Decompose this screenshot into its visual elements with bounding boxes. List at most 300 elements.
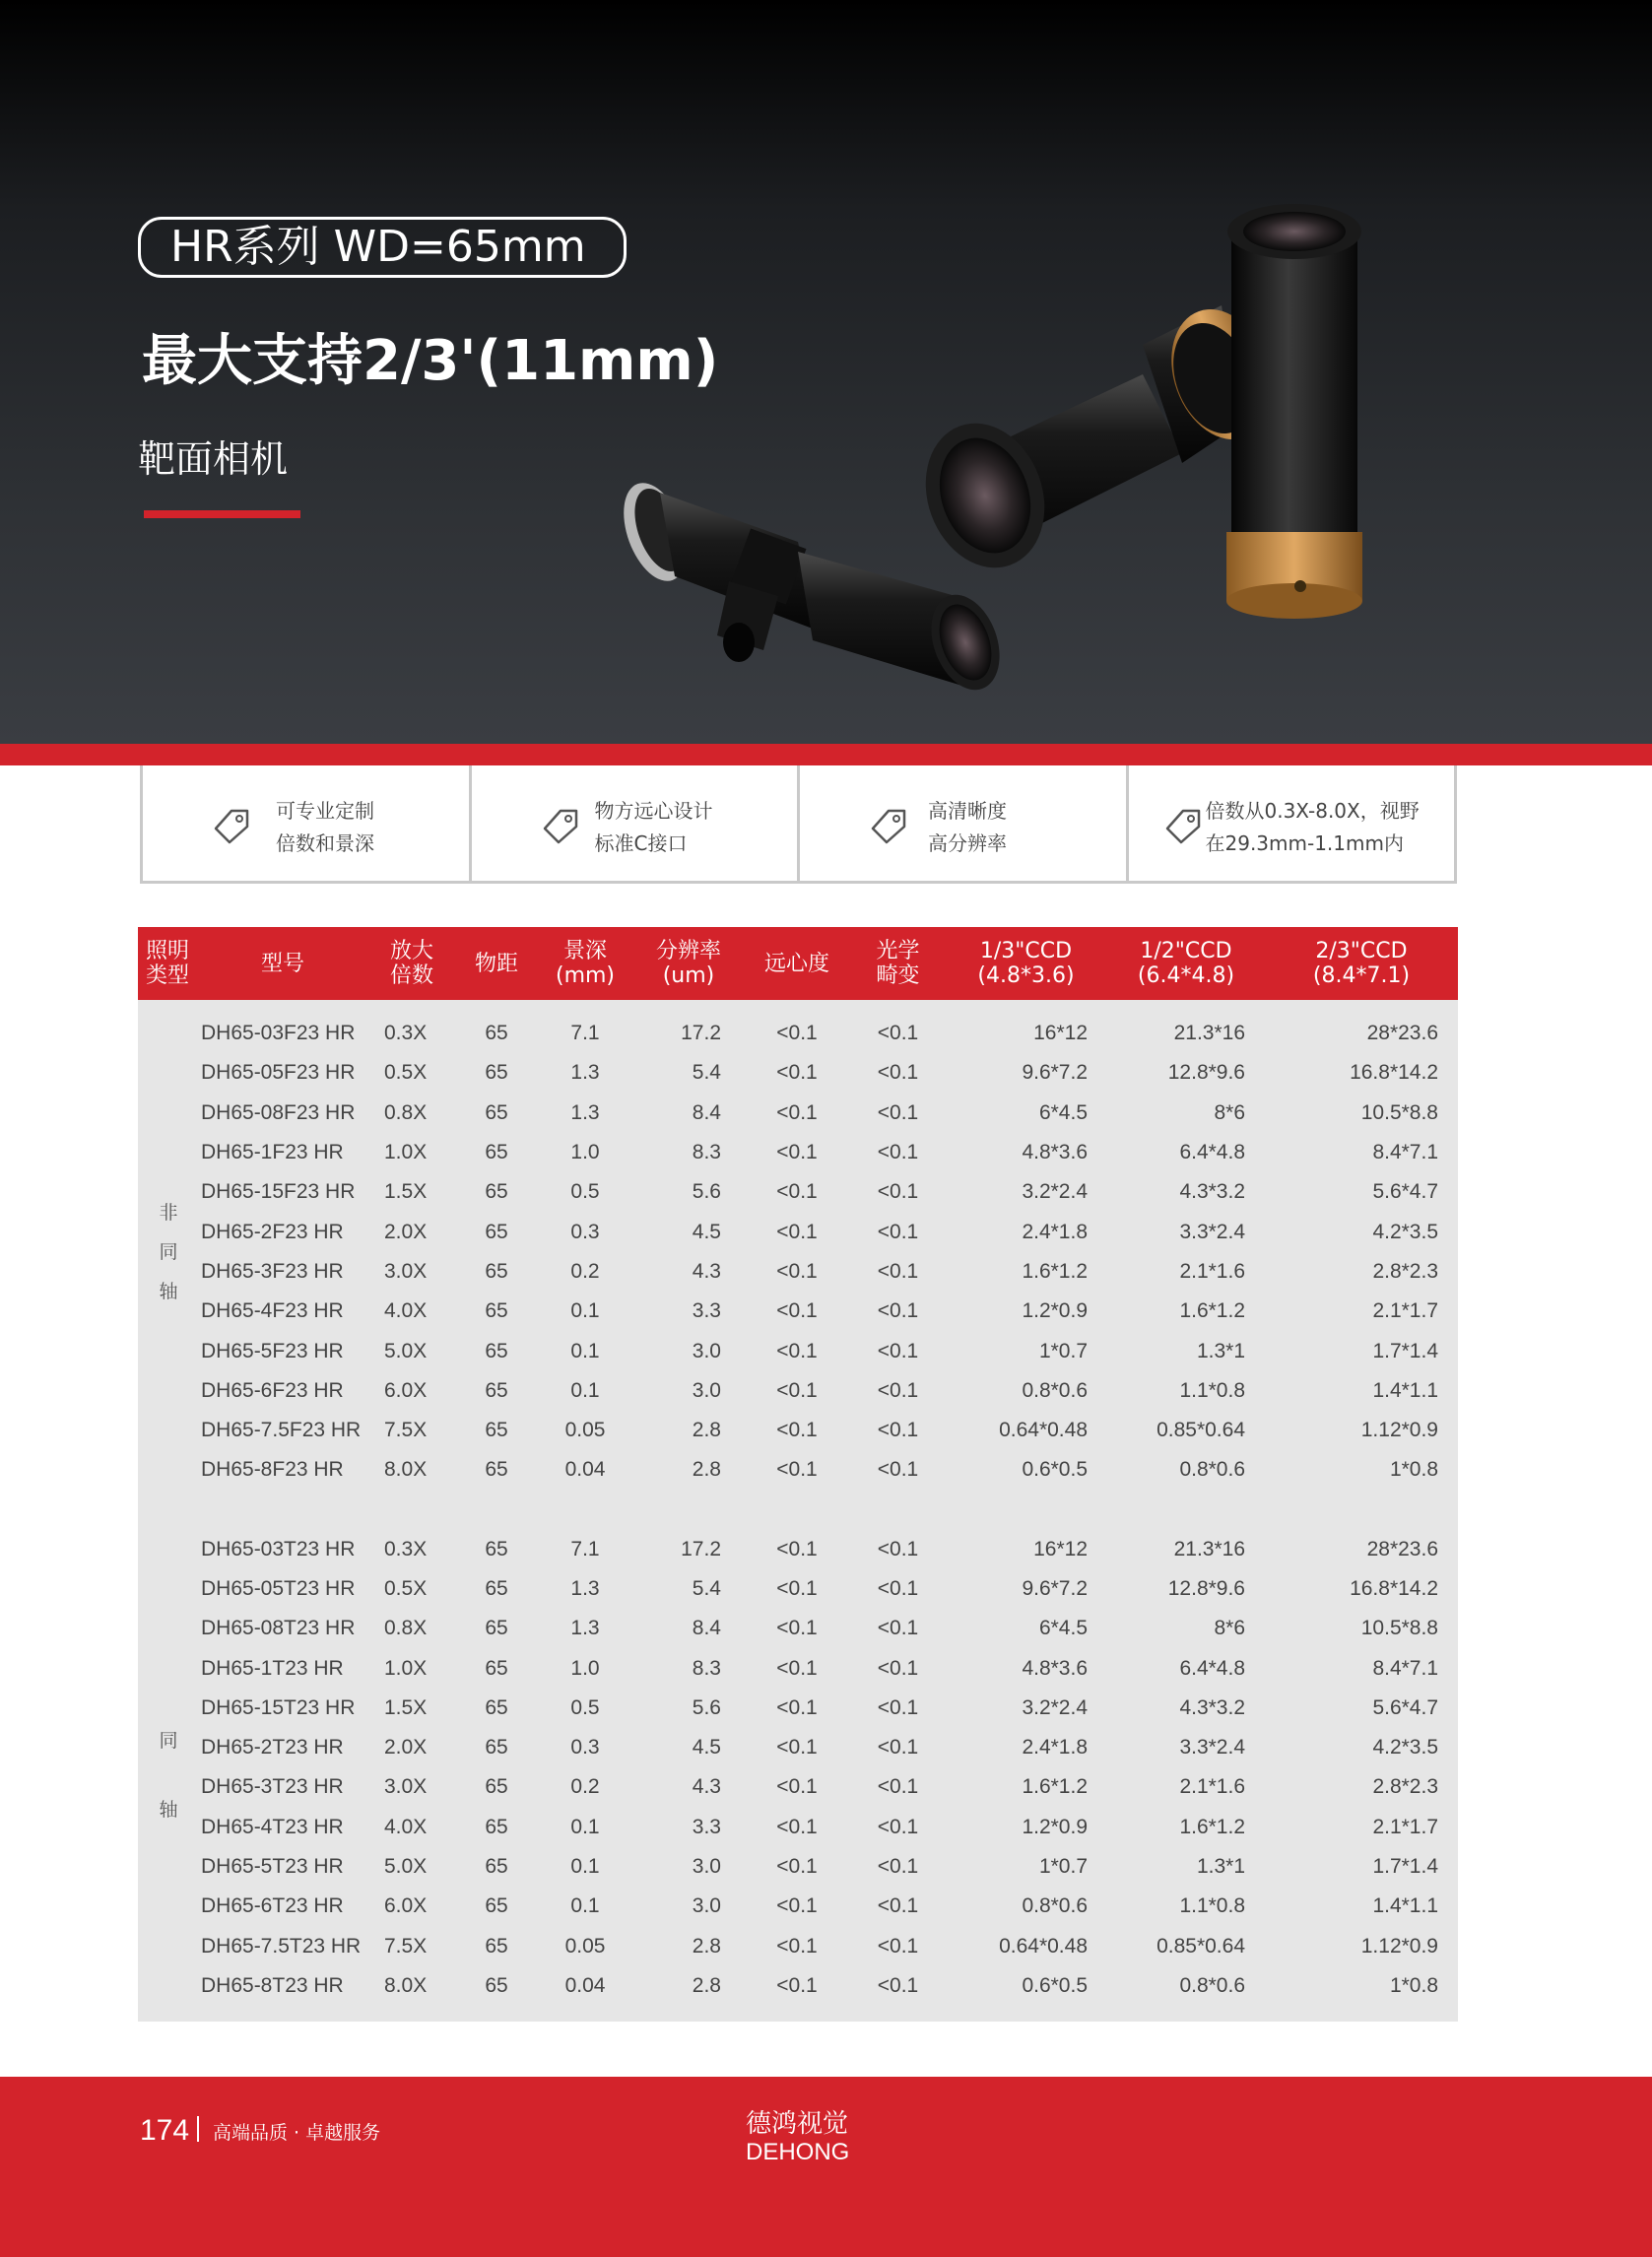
spec-table-container xyxy=(138,927,1458,2022)
feature-card xyxy=(1126,765,1458,881)
spec-cell: 65 xyxy=(485,1180,508,1204)
spec-cell: <0.1 xyxy=(776,1180,818,1204)
spec-cell: 2.1*1.7 xyxy=(1372,1815,1438,1838)
table-row xyxy=(138,1212,1458,1251)
spec-cell: <0.1 xyxy=(877,1577,919,1600)
spec-cell: 8.0X xyxy=(384,1973,428,1997)
model-cell: DH65-2F23 HR xyxy=(201,1220,344,1243)
spec-cell: 0.1 xyxy=(570,1339,600,1362)
table-row xyxy=(138,1847,1458,1887)
illumination-type-cell xyxy=(138,1530,199,2023)
spec-cell: 65 xyxy=(485,1141,508,1164)
spec-cell: 0.8X xyxy=(384,1617,428,1640)
spec-cell: 5.6 xyxy=(692,1695,721,1719)
spec-cell: <0.1 xyxy=(776,1378,818,1402)
header-line: 1/2"CCD xyxy=(1140,939,1232,963)
spec-cell: 4.0X xyxy=(384,1299,428,1323)
spec-cell: 28*23.6 xyxy=(1366,1537,1438,1560)
spec-cell: 65 xyxy=(485,1934,508,1958)
spec-cell: 65 xyxy=(485,1419,508,1442)
spec-cell: 1.0X xyxy=(384,1141,428,1164)
spec-cell: <0.1 xyxy=(877,1259,919,1283)
feature-line2: 标准C接口 xyxy=(594,831,688,855)
spec-cell: <0.1 xyxy=(877,1061,919,1085)
spec-cell: 1*0.8 xyxy=(1389,1973,1438,1997)
table-row xyxy=(138,1648,1458,1688)
header-line: (8.4*7.1) xyxy=(1312,963,1411,988)
model-cell: DH65-15F23 HR xyxy=(201,1180,356,1204)
spec-cell: 0.05 xyxy=(564,1934,606,1958)
spec-cell: 1.12*0.9 xyxy=(1360,1419,1438,1442)
spec-cell: 5.4 xyxy=(692,1061,721,1085)
spec-cell: 0.3X xyxy=(384,1537,428,1560)
spec-cell: 10.5*8.8 xyxy=(1360,1617,1438,1640)
spec-cell: <0.1 xyxy=(877,1894,919,1918)
header-line: 畸变 xyxy=(876,963,920,988)
spec-cell: 65 xyxy=(485,1022,508,1045)
tag-icon xyxy=(541,807,580,846)
spec-cell: 0.3 xyxy=(570,1736,600,1759)
table-row xyxy=(138,1331,1458,1370)
spec-cell: 0.2 xyxy=(570,1259,600,1283)
spec-cell: 8.3 xyxy=(692,1656,721,1680)
spec-cell: <0.1 xyxy=(877,1339,919,1362)
table-row xyxy=(138,1292,1458,1331)
spec-cell: <0.1 xyxy=(877,1973,919,1997)
spec-cell: 65 xyxy=(485,1815,508,1838)
model-cell: DH65-03T23 HR xyxy=(201,1537,356,1560)
spec-cell: 3.0 xyxy=(692,1855,721,1879)
spec-cell: 1.6*1.2 xyxy=(1179,1815,1245,1838)
spec-cell: <0.1 xyxy=(877,1180,919,1204)
illumination-type-cell xyxy=(138,1014,199,1491)
header-line: 2/3"CCD xyxy=(1315,939,1408,963)
lens-product-image xyxy=(591,197,1399,729)
spec-cell: <0.1 xyxy=(877,1141,919,1164)
spec-cell: 3.0X xyxy=(384,1259,428,1283)
spec-cell: 0.2 xyxy=(570,1775,600,1799)
tag-icon xyxy=(869,807,908,846)
spec-cell: 4.2*3.5 xyxy=(1372,1736,1438,1759)
spec-cell: 65 xyxy=(485,1100,508,1124)
model-cell: DH65-6F23 HR xyxy=(201,1378,344,1402)
model-cell: DH65-7.5F23 HR xyxy=(201,1419,362,1442)
spec-cell: 2.1*1.6 xyxy=(1179,1259,1245,1283)
tag-icon xyxy=(212,807,251,846)
spec-cell: 5.0X xyxy=(384,1855,428,1879)
spec-cell: 4.0X xyxy=(384,1815,428,1838)
model-cell: DH65-4T23 HR xyxy=(201,1815,344,1838)
feature-line1: 高清晰度 xyxy=(928,799,1007,823)
spec-cell: <0.1 xyxy=(877,1419,919,1442)
spec-cell: <0.1 xyxy=(776,1537,818,1560)
spec-cell: <0.1 xyxy=(776,1061,818,1085)
spec-cell: 2.8 xyxy=(692,1934,721,1958)
spec-cell: 3.3*2.4 xyxy=(1179,1220,1245,1243)
model-cell: DH65-5T23 HR xyxy=(201,1855,344,1879)
model-cell: DH65-7.5T23 HR xyxy=(201,1934,362,1958)
spec-cell: 1.3*1 xyxy=(1196,1339,1245,1362)
spec-cell: 5.6*4.7 xyxy=(1372,1695,1438,1719)
spec-cell: 1.0 xyxy=(570,1656,600,1680)
spec-cell: 6*4.5 xyxy=(1038,1100,1088,1124)
spec-cell: 12.8*9.6 xyxy=(1167,1061,1245,1085)
spec-cell: 4.3 xyxy=(692,1775,721,1799)
spec-cell: 12.8*9.6 xyxy=(1167,1577,1245,1600)
column-header xyxy=(199,927,366,1000)
page-number: 174 xyxy=(140,2114,190,2147)
spec-cell: 65 xyxy=(485,1894,508,1918)
spec-cell: 65 xyxy=(485,1458,508,1482)
spec-cell: <0.1 xyxy=(877,1815,919,1838)
model-cell: DH65-1F23 HR xyxy=(201,1141,344,1164)
column-header xyxy=(138,927,199,1000)
spec-cell: 2.4*1.8 xyxy=(1022,1220,1088,1243)
spec-cell: 1*0.7 xyxy=(1038,1339,1088,1362)
spec-cell: <0.1 xyxy=(776,1259,818,1283)
header-line: 物距 xyxy=(474,951,518,976)
spec-cell: 6.4*4.8 xyxy=(1179,1141,1245,1164)
table-row xyxy=(138,1450,1458,1490)
column-header xyxy=(1265,927,1458,1000)
table-row xyxy=(138,1887,1458,1926)
spec-cell: <0.1 xyxy=(877,1617,919,1640)
table-row xyxy=(138,1094,1458,1133)
header-line: 放大 xyxy=(389,939,433,963)
model-cell: DH65-03F23 HR xyxy=(201,1022,356,1045)
spec-cell: 7.5X xyxy=(384,1419,428,1442)
table-row xyxy=(138,1371,1458,1411)
spec-cell: 65 xyxy=(485,1855,508,1879)
accent-band xyxy=(0,744,1652,765)
header-line: 照明 xyxy=(146,939,190,963)
spec-cell: <0.1 xyxy=(776,1339,818,1362)
feature-strip xyxy=(140,765,1457,884)
header-line: 光学 xyxy=(876,939,920,963)
spec-cell: 16*12 xyxy=(1033,1537,1088,1560)
column-header xyxy=(851,927,945,1000)
spec-cell: 65 xyxy=(485,1299,508,1323)
table-header xyxy=(138,927,1458,1000)
spec-cell: 7.1 xyxy=(570,1022,600,1045)
spec-cell: 65 xyxy=(485,1220,508,1243)
table-row xyxy=(138,1927,1458,1966)
spec-cell: 2.8*2.3 xyxy=(1372,1775,1438,1799)
spec-cell: <0.1 xyxy=(877,1537,919,1560)
table-row xyxy=(138,1053,1458,1093)
feature-line1: 倍数从0.3X-8.0X，视野 xyxy=(1205,799,1420,823)
spec-cell: 0.5 xyxy=(570,1180,600,1204)
model-cell: DH65-8F23 HR xyxy=(201,1458,344,1482)
spec-cell: 6.4*4.8 xyxy=(1179,1656,1245,1680)
table-row xyxy=(138,1609,1458,1648)
spec-cell: 8.3 xyxy=(692,1141,721,1164)
spec-cell: 1.4*1.1 xyxy=(1372,1378,1438,1402)
spec-cell: 4.5 xyxy=(692,1736,721,1759)
spec-cell: 1.0 xyxy=(570,1141,600,1164)
spec-cell: <0.1 xyxy=(877,1736,919,1759)
spec-cell: 65 xyxy=(485,1775,508,1799)
spec-cell: 65 xyxy=(485,1973,508,1997)
spec-cell: 4.3 xyxy=(692,1259,721,1283)
spec-cell: 6.0X xyxy=(384,1894,428,1918)
spec-cell: 21.3*16 xyxy=(1173,1022,1245,1045)
spec-cell: 0.85*0.64 xyxy=(1156,1419,1245,1442)
spec-cell: 2.8 xyxy=(692,1419,721,1442)
column-header xyxy=(536,927,634,1000)
spec-cell: 0.3X xyxy=(384,1022,428,1045)
spec-cell: 5.6 xyxy=(692,1180,721,1204)
spec-cell: 7.5X xyxy=(384,1934,428,1958)
model-cell: DH65-2T23 HR xyxy=(201,1736,344,1759)
spec-cell: <0.1 xyxy=(776,1617,818,1640)
spec-cell: 4.8*3.6 xyxy=(1022,1141,1088,1164)
spec-cell: 1.7*1.4 xyxy=(1372,1855,1438,1879)
spec-cell: 65 xyxy=(485,1339,508,1362)
model-cell: DH65-08T23 HR xyxy=(201,1617,356,1640)
spec-cell: <0.1 xyxy=(776,1775,818,1799)
spec-cell: 65 xyxy=(485,1259,508,1283)
spec-cell: 0.5 xyxy=(570,1695,600,1719)
spec-cell: 16*12 xyxy=(1033,1022,1088,1045)
spec-cell: 0.04 xyxy=(564,1973,606,1997)
spec-cell: 2.0X xyxy=(384,1220,428,1243)
spec-cell: 1.3 xyxy=(570,1577,600,1600)
header-line: 型号 xyxy=(260,951,304,976)
column-header xyxy=(366,927,457,1000)
footer-slogan: 高端品质 · 卓越服务 xyxy=(213,2122,381,2144)
feature-card xyxy=(469,765,798,881)
spec-cell: <0.1 xyxy=(776,1736,818,1759)
table-row xyxy=(138,1133,1458,1172)
model-cell: DH65-3F23 HR xyxy=(201,1259,344,1283)
spec-cell: 1.5X xyxy=(384,1695,428,1719)
spec-cell: <0.1 xyxy=(776,1894,818,1918)
header-line: (um) xyxy=(662,963,715,988)
brand-name-en: DEHONG xyxy=(746,2139,850,2165)
spec-cell: 0.04 xyxy=(564,1458,606,1482)
header-line: 景深 xyxy=(562,939,607,963)
table-body xyxy=(138,1000,1458,2022)
spec-cell: 0.8*0.6 xyxy=(1022,1894,1088,1918)
series-label: HR系列 WD=65mm xyxy=(138,217,627,278)
spec-cell: 1.0X xyxy=(384,1656,428,1680)
spec-cell: 2.8 xyxy=(692,1458,721,1482)
spec-cell: 4.3*3.2 xyxy=(1179,1695,1245,1719)
page-title: 最大支持2/3'(11mm) xyxy=(142,329,719,393)
spec-cell: 3.0 xyxy=(692,1378,721,1402)
spec-cell: 0.8*0.6 xyxy=(1179,1973,1245,1997)
table-row xyxy=(138,1808,1458,1847)
spec-cell: 4.3*3.2 xyxy=(1179,1180,1245,1204)
spec-cell: 0.1 xyxy=(570,1299,600,1323)
spec-cell: 0.5X xyxy=(384,1061,428,1085)
spec-cell: 16.8*14.2 xyxy=(1350,1061,1438,1085)
spec-cell: <0.1 xyxy=(877,1656,919,1680)
spec-cell: 3.2*2.4 xyxy=(1022,1695,1088,1719)
model-cell: DH65-05T23 HR xyxy=(201,1577,356,1600)
column-header xyxy=(634,927,743,1000)
spec-cell: 2.1*1.6 xyxy=(1179,1775,1245,1799)
spec-cell: 0.8*0.6 xyxy=(1022,1378,1088,1402)
spec-cell: 2.1*1.7 xyxy=(1372,1299,1438,1323)
spec-cell: 0.64*0.48 xyxy=(999,1419,1088,1442)
spec-cell: <0.1 xyxy=(877,1220,919,1243)
spec-cell: 1.5X xyxy=(384,1180,428,1204)
spec-cell: 4.8*3.6 xyxy=(1022,1656,1088,1680)
header-line: (mm) xyxy=(555,963,616,988)
spec-cell: 17.2 xyxy=(681,1537,721,1560)
model-cell: DH65-6T23 HR xyxy=(201,1894,344,1918)
spec-cell: 7.1 xyxy=(570,1537,600,1560)
category-char: 同 xyxy=(159,1730,178,1753)
feature-card xyxy=(797,765,1126,881)
brand-name-cn: 德鸿视觉 xyxy=(746,2109,849,2139)
spec-cell: 0.5X xyxy=(384,1577,428,1600)
spec-cell: 16.8*14.2 xyxy=(1350,1577,1438,1600)
spec-cell: <0.1 xyxy=(877,1934,919,1958)
spec-cell: <0.1 xyxy=(776,1220,818,1243)
spec-cell: 8.4 xyxy=(692,1617,721,1640)
spec-cell: 65 xyxy=(485,1061,508,1085)
spec-cell: 2.4*1.8 xyxy=(1022,1736,1088,1759)
table-row xyxy=(138,1172,1458,1212)
spec-cell: <0.1 xyxy=(877,1695,919,1719)
spec-cell: 8.4*7.1 xyxy=(1372,1656,1438,1680)
spec-cell: 2.8 xyxy=(692,1973,721,1997)
spec-cell: <0.1 xyxy=(776,1577,818,1600)
spec-cell: <0.1 xyxy=(877,1855,919,1879)
spec-cell: 28*23.6 xyxy=(1366,1022,1438,1045)
tag-icon xyxy=(1163,807,1203,846)
model-cell: DH65-8T23 HR xyxy=(201,1973,344,1997)
spec-cell: 3.3 xyxy=(692,1815,721,1838)
model-cell: DH65-08F23 HR xyxy=(201,1100,356,1124)
table-row xyxy=(138,1966,1458,2022)
header-line: 倍数 xyxy=(389,963,433,988)
spec-cell: 5.6*4.7 xyxy=(1372,1180,1438,1204)
spec-cell: 1.3 xyxy=(570,1100,600,1124)
spec-cell: <0.1 xyxy=(776,1973,818,1997)
spec-cell: 10.5*8.8 xyxy=(1360,1100,1438,1124)
spec-cell: 6.0X xyxy=(384,1378,428,1402)
feature-line1: 物方远心设计 xyxy=(594,799,713,823)
spec-cell: <0.1 xyxy=(776,1855,818,1879)
category-char: 同 xyxy=(159,1240,178,1263)
spec-cell: <0.1 xyxy=(776,1419,818,1442)
spec-cell: 5.0X xyxy=(384,1339,428,1362)
spec-cell: <0.1 xyxy=(877,1458,919,1482)
spec-cell: 1.6*1.2 xyxy=(1022,1775,1088,1799)
table-row xyxy=(138,1728,1458,1767)
spec-cell: 3.2*2.4 xyxy=(1022,1180,1088,1204)
spec-cell: 1.1*0.8 xyxy=(1179,1894,1245,1918)
spec-cell: 65 xyxy=(485,1695,508,1719)
column-header xyxy=(743,927,851,1000)
table-row xyxy=(138,1530,1458,1569)
category-char: 非 xyxy=(159,1201,178,1224)
feature-line2: 倍数和景深 xyxy=(276,831,374,855)
spec-cell: 1.3 xyxy=(570,1617,600,1640)
tall-lens-icon xyxy=(1226,204,1362,619)
spec-cell: 65 xyxy=(485,1378,508,1402)
spec-cell: 0.85*0.64 xyxy=(1156,1934,1245,1958)
spec-cell: 21.3*16 xyxy=(1173,1537,1245,1560)
spec-cell: 0.1 xyxy=(570,1378,600,1402)
spec-cell: 1.3*1 xyxy=(1196,1855,1245,1879)
page-subtitle: 靶面相机 xyxy=(138,437,289,481)
header-line: 1/3"CCD xyxy=(979,939,1073,963)
model-cell: DH65-4F23 HR xyxy=(201,1299,344,1323)
spec-cell: 3.0 xyxy=(692,1339,721,1362)
spec-cell: 1.12*0.9 xyxy=(1360,1934,1438,1958)
table-row xyxy=(138,1252,1458,1292)
header-line: 类型 xyxy=(146,963,190,988)
spec-cell: 8.4*7.1 xyxy=(1372,1141,1438,1164)
row-spacer xyxy=(138,1491,1458,1530)
spec-cell: <0.1 xyxy=(776,1695,818,1719)
spec-cell: <0.1 xyxy=(776,1299,818,1323)
model-cell: DH65-1T23 HR xyxy=(201,1656,344,1680)
spec-cell: 0.6*0.5 xyxy=(1022,1458,1088,1482)
spec-cell: 3.3*2.4 xyxy=(1179,1736,1245,1759)
spec-cell: 6*4.5 xyxy=(1038,1617,1088,1640)
model-cell: DH65-3T23 HR xyxy=(201,1775,344,1799)
spec-cell: 65 xyxy=(485,1656,508,1680)
spec-cell: <0.1 xyxy=(776,1141,818,1164)
header-row xyxy=(138,927,1458,1000)
spec-cell: 1.6*1.2 xyxy=(1179,1299,1245,1323)
spec-cell: 3.0X xyxy=(384,1775,428,1799)
spec-cell: 8.0X xyxy=(384,1458,428,1482)
spec-cell: <0.1 xyxy=(877,1100,919,1124)
spec-cell: 0.1 xyxy=(570,1855,600,1879)
spec-cell: 65 xyxy=(485,1577,508,1600)
spec-cell: 2.0X xyxy=(384,1736,428,1759)
spec-cell: 1.2*0.9 xyxy=(1022,1299,1088,1323)
feature-line2: 高分辨率 xyxy=(928,831,1007,855)
spec-cell: 4.2*3.5 xyxy=(1372,1220,1438,1243)
spec-cell: 9.6*7.2 xyxy=(1022,1061,1088,1085)
column-header xyxy=(457,927,536,1000)
category-char: 轴 xyxy=(159,1799,178,1822)
header-line: 分辨率 xyxy=(655,939,721,963)
spec-cell: <0.1 xyxy=(877,1022,919,1045)
spec-cell: 65 xyxy=(485,1736,508,1759)
title-underline xyxy=(144,510,300,518)
spec-cell: <0.1 xyxy=(877,1775,919,1799)
spec-cell: 1.3 xyxy=(570,1061,600,1085)
spec-cell: 1.1*0.8 xyxy=(1179,1378,1245,1402)
spec-cell: 0.6*0.5 xyxy=(1022,1973,1088,1997)
feature-card xyxy=(140,765,469,881)
table-row xyxy=(138,1767,1458,1807)
spec-cell: 5.4 xyxy=(692,1577,721,1600)
model-cell: DH65-15T23 HR xyxy=(201,1695,356,1719)
column-header xyxy=(945,927,1107,1000)
spec-cell: 1*0.7 xyxy=(1038,1855,1088,1879)
spec-cell: <0.1 xyxy=(877,1299,919,1323)
spec-cell: <0.1 xyxy=(776,1934,818,1958)
spec-cell: 1.2*0.9 xyxy=(1022,1815,1088,1838)
spec-cell: <0.1 xyxy=(776,1100,818,1124)
header-line: (4.8*3.6) xyxy=(977,963,1075,988)
spec-cell: 0.64*0.48 xyxy=(999,1934,1088,1958)
hero-banner xyxy=(0,0,1652,744)
spec-cell: <0.1 xyxy=(776,1458,818,1482)
table-row xyxy=(138,1411,1458,1450)
feature-line2: 在29.3mm-1.1mm内 xyxy=(1205,831,1404,855)
